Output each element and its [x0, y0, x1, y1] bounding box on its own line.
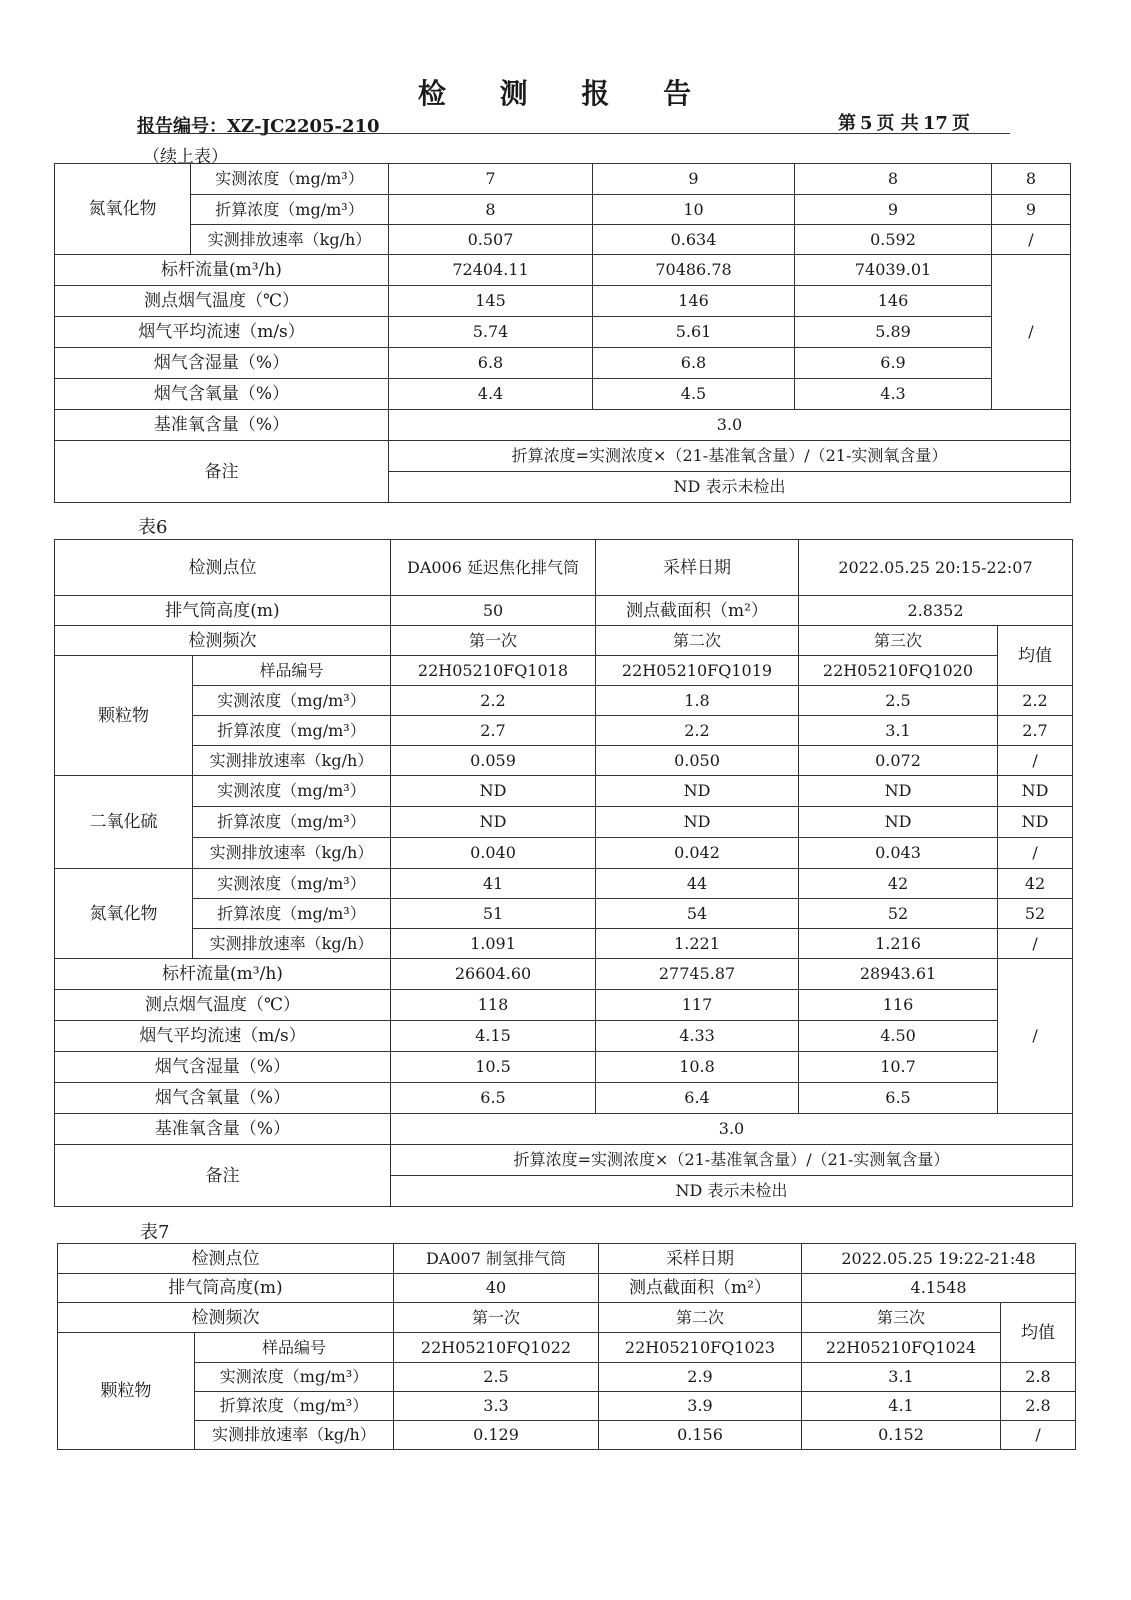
value-cell: 117 — [596, 990, 799, 1021]
height-value: 40 — [394, 1274, 599, 1303]
value-cell: 146 — [795, 286, 992, 317]
avg-cell: ND — [998, 776, 1073, 807]
value-cell: 10.8 — [596, 1052, 799, 1083]
row-label: 实测排放速率（kg/h） — [193, 838, 391, 869]
value-cell: 1.221 — [596, 929, 799, 959]
site-label: 检测点位 — [55, 540, 391, 596]
value-cell: 5.74 — [389, 317, 593, 348]
avg-cell: 2.7 — [998, 716, 1073, 746]
row-label: 实测排放速率（kg/h） — [195, 1421, 394, 1450]
table-row — [55, 626, 1073, 656]
value-cell: 2.9 — [599, 1363, 802, 1392]
table-row — [55, 195, 1071, 225]
table-row — [55, 410, 1071, 441]
header-rule — [137, 133, 1010, 134]
value-cell: 0.152 — [802, 1421, 1001, 1450]
avg-cell: 2.8 — [1001, 1363, 1076, 1392]
table-row — [58, 1303, 1076, 1333]
row-label: 实测浓度（mg/m³） — [191, 164, 389, 195]
table-row — [55, 656, 1073, 686]
avg-cell: / — [992, 225, 1071, 255]
height-label: 排气筒高度(m) — [58, 1274, 394, 1303]
row-label: 样品编号 — [195, 1333, 394, 1363]
value-cell: 26604.60 — [391, 959, 596, 990]
value-cell: 118 — [391, 990, 596, 1021]
value-cell: 10.5 — [391, 1052, 596, 1083]
height-label: 排气筒高度(m) — [55, 596, 391, 626]
value-cell: 3.0 — [391, 1114, 1073, 1145]
avg-cell: 42 — [998, 869, 1073, 899]
remarks-label: 备注 — [55, 1145, 391, 1207]
value-cell: 0.507 — [389, 225, 593, 255]
remarks-formula: 折算浓度=实测浓度×（21-基准氧含量）/（21-实测氧含量） — [389, 441, 1071, 472]
table-row — [55, 869, 1073, 899]
page-suffix: 页 — [951, 113, 970, 134]
row-label: 折算浓度（mg/m³） — [191, 195, 389, 225]
value-cell: ND — [391, 776, 596, 807]
pollutant-name: 颗粒物 — [58, 1333, 195, 1450]
table-row — [55, 686, 1073, 716]
value-cell: 145 — [389, 286, 593, 317]
date-value: 2022.05.25 19:22-21:48 — [802, 1244, 1076, 1274]
value-cell: 44 — [596, 869, 799, 899]
value-cell: 1.091 — [391, 929, 596, 959]
site-value: DA006 延迟焦化排气筒 — [391, 540, 596, 596]
remarks-label: 备注 — [55, 441, 389, 503]
sample-id: 22H05210FQ1018 — [391, 656, 596, 686]
sample-id: 22H05210FQ1024 — [802, 1333, 1001, 1363]
value-cell: 3.0 — [389, 410, 1071, 441]
table-row — [55, 776, 1073, 807]
value-cell: 28943.61 — [799, 959, 998, 990]
table-row — [58, 1274, 1076, 1303]
table-row — [55, 348, 1071, 379]
height-value: 50 — [391, 596, 596, 626]
avg-cell: / — [1001, 1421, 1076, 1450]
value-cell: ND — [391, 807, 596, 838]
table-row — [55, 286, 1071, 317]
table-row — [55, 716, 1073, 746]
avg-cell: / — [998, 959, 1073, 1114]
value-cell: 2.2 — [391, 686, 596, 716]
row-label: 折算浓度（mg/m³） — [193, 716, 391, 746]
param-label: 烟气平均流速（m/s） — [55, 317, 389, 348]
table-row — [55, 838, 1073, 869]
row-label: 实测浓度（mg/m³） — [193, 776, 391, 807]
param-label: 烟气平均流速（m/s） — [55, 1021, 391, 1052]
table6 — [54, 539, 1073, 1207]
pollutant-name: 氮氧化物 — [55, 164, 191, 255]
param-label: 测点烟气温度（℃） — [55, 286, 389, 317]
site-value: DA007 制氢排气筒 — [394, 1244, 599, 1274]
remarks-note: ND 表示未检出 — [389, 472, 1071, 503]
table7-caption: 表7 — [140, 1222, 170, 1243]
row-label: 实测浓度（mg/m³） — [193, 686, 391, 716]
value-cell: ND — [596, 807, 799, 838]
avg-cell: 52 — [998, 899, 1073, 929]
value-cell: 4.15 — [391, 1021, 596, 1052]
param-label: 基准氧含量（%） — [55, 1114, 391, 1145]
pollutant-name: 氮氧化物 — [55, 869, 193, 959]
date-label: 采样日期 — [599, 1244, 802, 1274]
page-indicator — [838, 109, 974, 135]
avg-cell: / — [998, 929, 1073, 959]
value-cell: 2.7 — [391, 716, 596, 746]
row-label: 实测浓度（mg/m³） — [193, 869, 391, 899]
value-cell: 0.050 — [596, 746, 799, 776]
table6-caption: 表6 — [138, 517, 168, 538]
value-cell: 3.3 — [394, 1392, 599, 1421]
value-cell: 1.216 — [799, 929, 998, 959]
value-cell: 52 — [799, 899, 998, 929]
table-row — [55, 959, 1073, 990]
value-cell: 9 — [593, 164, 795, 195]
value-cell: ND — [596, 776, 799, 807]
value-cell: 0.059 — [391, 746, 596, 776]
sample-id: 22H05210FQ1022 — [394, 1333, 599, 1363]
page-number: 5 — [860, 113, 873, 134]
value-cell: 9 — [795, 195, 992, 225]
avg-cell: ND — [998, 807, 1073, 838]
freq-cell: 第二次 — [599, 1303, 802, 1333]
table-row — [55, 746, 1073, 776]
value-cell: 0.042 — [596, 838, 799, 869]
value-cell: 2.2 — [596, 716, 799, 746]
pollutant-name: 二氧化硫 — [55, 776, 193, 869]
sample-id: 22H05210FQ1020 — [799, 656, 998, 686]
value-cell: 0.156 — [599, 1421, 802, 1450]
value-cell: 0.129 — [394, 1421, 599, 1450]
freq-cell: 第一次 — [394, 1303, 599, 1333]
table-row — [55, 807, 1073, 838]
value-cell: 4.4 — [389, 379, 593, 410]
table-row — [55, 1114, 1073, 1145]
value-cell: 8 — [389, 195, 593, 225]
freq-label: 检测频次 — [58, 1303, 394, 1333]
table-row — [58, 1333, 1076, 1363]
value-cell: 4.3 — [795, 379, 992, 410]
freq-cell: 第一次 — [391, 626, 596, 656]
value-cell: 3.1 — [802, 1363, 1001, 1392]
sample-id: 22H05210FQ1019 — [596, 656, 799, 686]
value-cell: 5.89 — [795, 317, 992, 348]
avg-cell: 9 — [992, 195, 1071, 225]
table-row — [55, 899, 1073, 929]
value-cell: ND — [799, 807, 998, 838]
value-cell: 6.4 — [596, 1083, 799, 1114]
table7 — [57, 1243, 1076, 1450]
value-cell: 116 — [799, 990, 998, 1021]
value-cell: 42 — [799, 869, 998, 899]
value-cell: 6.5 — [391, 1083, 596, 1114]
param-label: 基准氧含量（%） — [55, 410, 389, 441]
table-row — [55, 225, 1071, 255]
row-label: 折算浓度（mg/m³） — [195, 1392, 394, 1421]
table-row — [55, 164, 1071, 195]
avg-cell: 2.8 — [1001, 1392, 1076, 1421]
avg-cell: 2.2 — [998, 686, 1073, 716]
value-cell: 6.8 — [593, 348, 795, 379]
row-label: 实测排放速率（kg/h） — [191, 225, 389, 255]
row-label: 实测排放速率（kg/h） — [193, 929, 391, 959]
table-row — [55, 441, 1071, 472]
param-label: 标杆流量(m³/h) — [55, 255, 389, 286]
table-row — [58, 1421, 1076, 1450]
avg-cell: 8 — [992, 164, 1071, 195]
table-row — [58, 1363, 1076, 1392]
avg-header: 均值 — [998, 626, 1073, 686]
table-row — [55, 540, 1073, 596]
table-row — [55, 317, 1071, 348]
report-title: 检 测 报 告 — [417, 77, 714, 110]
page-mid: 页 共 — [876, 113, 919, 134]
param-label: 烟气含湿量（%） — [55, 1052, 391, 1083]
value-cell: 4.33 — [596, 1021, 799, 1052]
freq-cell: 第二次 — [596, 626, 799, 656]
site-label: 检测点位 — [58, 1244, 394, 1274]
table-row — [55, 596, 1073, 626]
value-cell: 4.1 — [802, 1392, 1001, 1421]
avg-cell: / — [998, 838, 1073, 869]
value-cell: 1.8 — [596, 686, 799, 716]
value-cell: 8 — [795, 164, 992, 195]
value-cell: 70486.78 — [593, 255, 795, 286]
table-row — [55, 1052, 1073, 1083]
remarks-note: ND 表示未检出 — [391, 1176, 1073, 1207]
value-cell: 10 — [593, 195, 795, 225]
remarks-formula: 折算浓度=实测浓度×（21-基准氧含量）/（21-实测氧含量） — [391, 1145, 1073, 1176]
value-cell: 3.1 — [799, 716, 998, 746]
avg-header: 均值 — [1001, 1303, 1076, 1363]
area-value: 4.1548 — [802, 1274, 1076, 1303]
param-label: 标杆流量(m³/h) — [55, 959, 391, 990]
value-cell: 2.5 — [394, 1363, 599, 1392]
page-total: 17 — [922, 113, 948, 134]
continued-label: （续上表） — [143, 147, 228, 167]
value-cell: 74039.01 — [795, 255, 992, 286]
sample-id: 22H05210FQ1023 — [599, 1333, 802, 1363]
area-label: 测点截面积（m²） — [596, 596, 799, 626]
value-cell: 0.634 — [593, 225, 795, 255]
table-row — [55, 1021, 1073, 1052]
value-cell: 6.8 — [389, 348, 593, 379]
table-row — [55, 255, 1071, 286]
value-cell: 0.043 — [799, 838, 998, 869]
param-label: 烟气含湿量（%） — [55, 348, 389, 379]
row-label: 样品编号 — [193, 656, 391, 686]
area-label: 测点截面积（m²） — [599, 1274, 802, 1303]
value-cell: 0.040 — [391, 838, 596, 869]
table-row — [55, 1145, 1073, 1176]
table-row — [58, 1392, 1076, 1421]
freq-cell: 第三次 — [802, 1303, 1001, 1333]
value-cell: 5.61 — [593, 317, 795, 348]
avg-cell: / — [998, 746, 1073, 776]
value-cell: 2.5 — [799, 686, 998, 716]
value-cell: 27745.87 — [596, 959, 799, 990]
row-label: 实测排放速率（kg/h） — [193, 746, 391, 776]
value-cell: 4.5 — [593, 379, 795, 410]
value-cell: 0.072 — [799, 746, 998, 776]
report-number: 报告编号：XZ-JC2205-210 — [137, 116, 380, 137]
row-label: 实测浓度（mg/m³） — [195, 1363, 394, 1392]
pollutant-name: 颗粒物 — [55, 656, 193, 776]
value-cell: 6.5 — [799, 1083, 998, 1114]
avg-cell: / — [992, 255, 1071, 410]
value-cell: 10.7 — [799, 1052, 998, 1083]
param-label: 测点烟气温度（℃） — [55, 990, 391, 1021]
value-cell: 7 — [389, 164, 593, 195]
value-cell: 0.592 — [795, 225, 992, 255]
row-label: 折算浓度（mg/m³） — [193, 899, 391, 929]
value-cell: 6.9 — [795, 348, 992, 379]
value-cell: 146 — [593, 286, 795, 317]
table-row — [55, 990, 1073, 1021]
value-cell: ND — [799, 776, 998, 807]
value-cell: 72404.11 — [389, 255, 593, 286]
continued-table — [54, 163, 1071, 503]
table-row — [55, 929, 1073, 959]
date-value: 2022.05.25 20:15-22:07 — [799, 540, 1073, 596]
date-label: 采样日期 — [596, 540, 799, 596]
page-prefix: 第 — [838, 113, 856, 134]
row-label: 折算浓度（mg/m³） — [193, 807, 391, 838]
value-cell: 4.50 — [799, 1021, 998, 1052]
param-label: 烟气含氧量（%） — [55, 1083, 391, 1114]
table-row — [58, 1244, 1076, 1274]
value-cell: 54 — [596, 899, 799, 929]
param-label: 烟气含氧量（%） — [55, 379, 389, 410]
value-cell: 3.9 — [599, 1392, 802, 1421]
value-cell: 51 — [391, 899, 596, 929]
table-row — [55, 379, 1071, 410]
freq-label: 检测频次 — [55, 626, 391, 656]
area-value: 2.8352 — [799, 596, 1073, 626]
freq-cell: 第三次 — [799, 626, 998, 656]
table-row — [55, 1083, 1073, 1114]
value-cell: 41 — [391, 869, 596, 899]
